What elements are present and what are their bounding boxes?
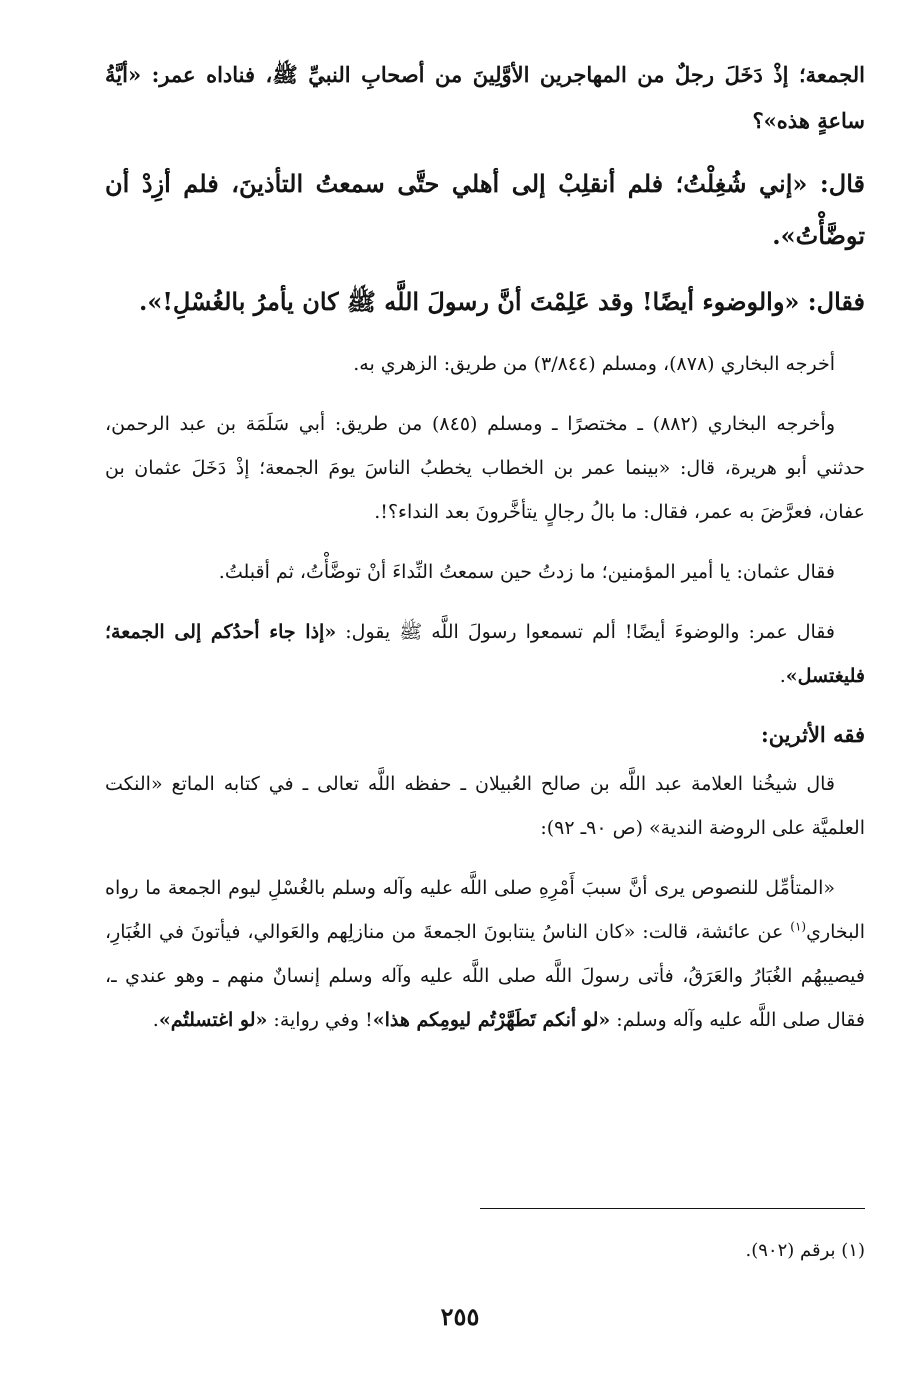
fiqh-heading: فقه الأثرين: xyxy=(760,722,865,747)
footnote-marker: (١) xyxy=(790,919,807,934)
takhrij-paragraph-1: أخرجه البخاري (٨٧٨)، ومسلم (٣/٨٤٤) من طريق: الزهري به. xyxy=(353,353,835,375)
footnote-divider xyxy=(480,1208,865,1209)
fiqh-p2-part-b: عن عائشة، قالت: «كان الناسُ ينتابونَ الجمعةَ من منازلِهم والعَوالي، فيأتونَ في الغُبَارِ، فيصيبهُم الغُبَارُ والعَرَقُ، فأتى رسولَ اللَّه صلى اللَّه عليه وآله وسلم إنسانٌ منهم ـ وهو عندي ـ، فقال صلى اللَّه عليه وآله وسلم: xyxy=(105,921,865,1031)
fiqh-p2-quote-1: «لو أنكم تَطَهَّرْتُم ليومِكم هذا» xyxy=(372,1009,611,1031)
hadith-paragraph-3: فقال: «والوضوء أيضًا! وقد عَلِمْتَ أنَّ رسولَ اللَّه ﷺ كان يأمرُ بالغُسْلِ!». xyxy=(139,287,865,316)
fiqh-p2-part-c: ! وفي رواية: xyxy=(267,1009,373,1031)
page-body xyxy=(105,52,865,1058)
takhrij-paragraph-2: وأخرجه البخاري (٨٨٢) ـ مختصرًا ـ ومسلم (٨٤٥) من طريق: أبي سَلَمَة بن عبد الرحمن، حدثني أبو هريرة، قال: «بينما عمر بن الخطاب يخطبُ الناسَ يومَ الجمعة؛ إذْ دَخَلَ عثمان بن عفان، فعرَّضَ به عمر، فقال: ما بالُ رجالٍ يتأخَّرونَ بعد النداء؟!. xyxy=(105,413,865,523)
page-number: ٢٥٥ xyxy=(440,1302,480,1331)
fiqh-p2-quote-2: «لو اغتسلتُم» xyxy=(158,1009,268,1031)
takhrij-paragraph-4 xyxy=(105,610,865,698)
hadith-paragraph-2: قال: «إني شُغِلْتُ؛ فلم أنقلِبْ إلى أهلي حتَّى سمعتُ التأذينَ، فلم أزِدْ أن توضَّأْتُ». xyxy=(105,169,865,250)
fiqh-paragraph-1: قال شيخُنا العلامة عبد اللَّه بن صالح العُبيلان ـ حفظه اللَّه تعالى ـ في كتابه الماتع «النكت العلميَّة على الروضة الندية» (ص ٩٠ـ ٩٢): xyxy=(105,773,865,839)
footnote-text: (١) برقم (٩٠٢). xyxy=(745,1240,865,1261)
fiqh-p2-end: . xyxy=(152,1009,159,1031)
takhrij-paragraph-3: فقال عثمان: يا أمير المؤمنين؛ ما زدتُ حين سمعتُ النِّداءَ أنْ توضَّأْتُ، ثم أقبلتُ. xyxy=(218,561,835,583)
hadith-paragraph-1: الجمعة؛ إذْ دَخَلَ رجلٌ من المهاجرين الأوَّلِينَ من أصحابِ النبيِّ ﷺ، فناداه عمر: «أيَّةُ ساعةٍ هذه»؟ xyxy=(105,62,865,133)
takhrij-p4-end: . xyxy=(779,665,786,687)
fiqh-paragraph-2 xyxy=(105,866,865,1042)
takhrij-p4-quote: «إذا جاء أحدُكم إلى الجمعة؛ فليغتسل» xyxy=(105,621,865,687)
takhrij-p4-start: فقال عمر: والوضوءَ أيضًا! ألم تسمعوا رسولَ اللَّه ﷺ يقول: xyxy=(336,621,835,643)
fiqh-p2-part-a: «المتأمِّل للنصوص يرى أنَّ سببَ أَمْرِهِ صلى اللَّه عليه وآله وسلم بالغُسْلِ ليوم الجمعة ما رواه البخاري xyxy=(105,877,865,943)
